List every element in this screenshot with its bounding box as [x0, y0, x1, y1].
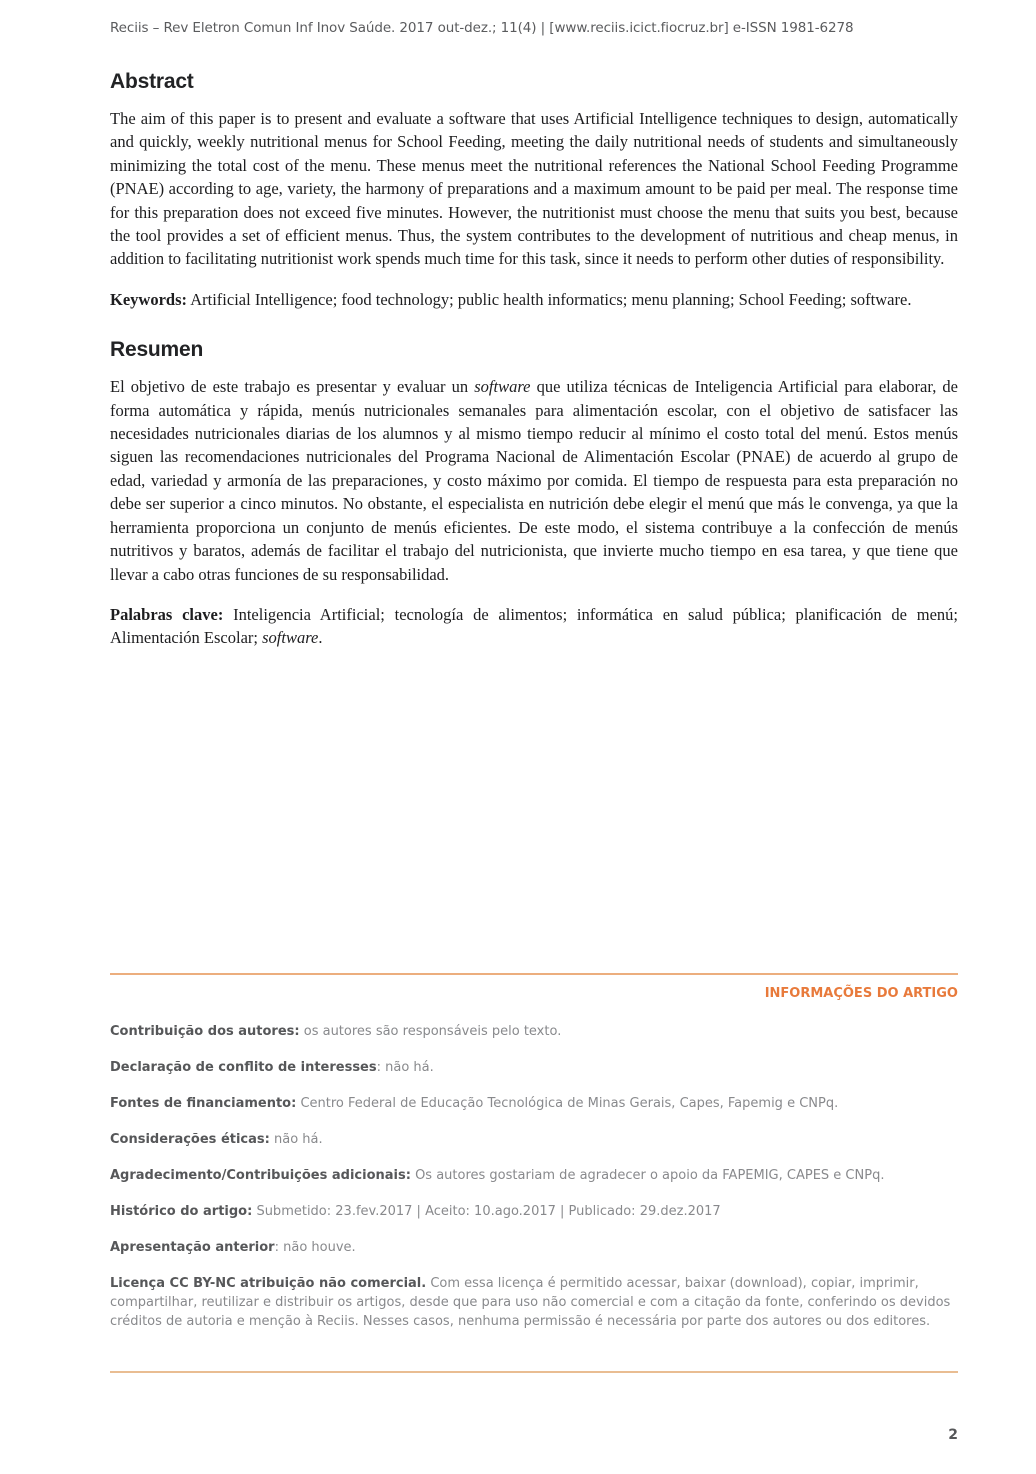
abstract-title: Abstract — [110, 70, 194, 93]
palabras-clave-text: Inteligencia Artificial; tecnología de alimentos; informática en salud pública; planificación de menú; Alimentación Escolar; — [110, 604, 958, 648]
info-item-conflict-of-interest — [110, 1058, 958, 1077]
info-item-label: Considerações éticas: — [110, 1132, 270, 1147]
info-item-text: : não houve. — [274, 1240, 356, 1255]
palabras-clave-label: Palabras clave: — [110, 604, 224, 624]
bottom-orange-divider — [110, 1371, 958, 1373]
resumen-title: Resumen — [110, 338, 204, 362]
resumen-body-part1: El objetivo de este trabajo es presentar y evaluar un — [110, 377, 475, 397]
info-item-acknowledgements — [110, 1166, 958, 1185]
info-item-label: Licença CC BY-NC atribuição não comercial. — [110, 1276, 427, 1291]
info-item-label: Agradecimento/Contribuições adicionais: — [110, 1168, 411, 1183]
info-item-previous-presentation — [110, 1238, 958, 1257]
info-item-text: não há. — [269, 1132, 323, 1147]
info-item-label: Declaração de conflito de interesses — [110, 1060, 377, 1075]
info-item-ethical-considerations — [110, 1130, 958, 1149]
abstract-body: The aim of this paper is to present and evaluate a software that uses Artificial Intelligence techniques to design, automatically and quickly, weekly nutritional menus for School Feeding, meeting the daily nutritional needs of students and simultaneously minimizing the total cost of the menu. These menus meet the nutritional references the National School Feeding Programme (PNAE) according to age, variety, the harmony of preparations and a maximum amount to be paid per meal. The response time for this preparation does not exceed five minutes. However, the nutritionist must choose the menu that suits you best, because the tool provides a set of efficient menus. Thus, the system contributes to the development of nutritious and cheap menus, in addition to facilitating nutritionist work spends much time for this task, since it needs to perform other duties of responsibility. — [110, 109, 958, 269]
resumen-body-part2: que utiliza técnicas de Inteligencia Artificial para elaborar, de forma automática y rápida, menús nutricionales semanales para alimentación escolar, con el objetivo de satisfacer las necesidades nutricionales diarias de los alumnos y al mismo tiempo reducir al mínimo el costo total del menú. Estos menús siguen las recomendaciones nutricionales del Programa Nacional de Alimentación Escolar (PNAE) de acuerdo al grupo de edad, variedad y armonía de las preparaciones, y costo máximo por comida. El tiempo de respuesta para esta preparación no debe ser superior a cinco minutos. No obstante, el especialista en nutrición debe elegir el menú que más le convenga, ya que la herramienta proporciona un conjunto de menús eficientes. De este modo, el sistema contribuye a la confección de menús nutritivos y baratos, además de facilitar el trabajo del nutricionista, que invierte mucho tiempo en esa tarea, y que tiene que llevar a cabo otras funciones de su responsabilidad. — [110, 377, 958, 584]
keywords-label: Keywords: — [110, 289, 187, 309]
info-item-article-history — [110, 1202, 958, 1221]
palabras-clave-end: . — [318, 628, 323, 648]
info-item-label: Contribuição dos autores: — [110, 1024, 300, 1039]
info-item-text: os autores são responsáveis pelo texto. — [299, 1024, 562, 1039]
info-item-label: Fontes de financiamento: — [110, 1096, 297, 1111]
info-item-text: Submetido: 23.fev.2017 | Aceito: 10.ago.2017 | Publicado: 29.dez.2017 — [252, 1204, 721, 1219]
main-content — [110, 70, 958, 650]
article-info-section — [110, 973, 958, 1348]
info-item-funding-sources — [110, 1094, 958, 1113]
info-item-text: : não há. — [376, 1060, 434, 1075]
info-item-text: Centro Federal de Educação Tecnológica de Minas Gerais, Capes, Fapemig e CNPq. — [296, 1096, 839, 1111]
palabras-clave-italic: software — [262, 628, 319, 648]
keywords-text: Artificial Intelligence; food technology; public health informatics; menu planning; School Feeding; software. — [187, 289, 912, 309]
top-orange-divider — [110, 973, 958, 975]
info-item-license — [110, 1274, 958, 1331]
journal-header-line: Reciis – Rev Eletron Comun Inf Inov Saúde. 2017 out-dez.; 11(4) | [www.reciis.icict.fiocruz.br] e-ISSN 1981-6278 — [110, 20, 854, 36]
info-item-text: Os autores gostariam de agradecer o apoio da FAPEMIG, CAPES e CNPq. — [410, 1168, 885, 1183]
resumen-body — [110, 375, 958, 586]
info-item-author-contribution — [110, 1022, 958, 1041]
keywords-paragraph — [110, 288, 958, 311]
article-info-items — [110, 1022, 958, 1331]
info-item-label: Histórico do artigo: — [110, 1204, 253, 1219]
palabras-clave-paragraph — [110, 603, 958, 650]
resumen-body-italic: software — [474, 377, 531, 397]
page-number: 2 — [948, 1427, 958, 1443]
info-item-text: Com essa licença é permitido acessar, baixar (download), copiar, imprimir, compartilhar, reutilizar e distribuir os artigos, desde que para uso não comercial e com a citação da fonte, conferindo os devidos créditos de autoria e menção à Reciis. Nesses casos, nenhuma permissão é necessária por parte dos autores ou dos editores. — [110, 1276, 951, 1329]
article-info-heading: INFORMAÇÕES DO ARTIGO — [764, 986, 958, 1001]
info-item-label: Apresentação anterior — [110, 1240, 275, 1255]
